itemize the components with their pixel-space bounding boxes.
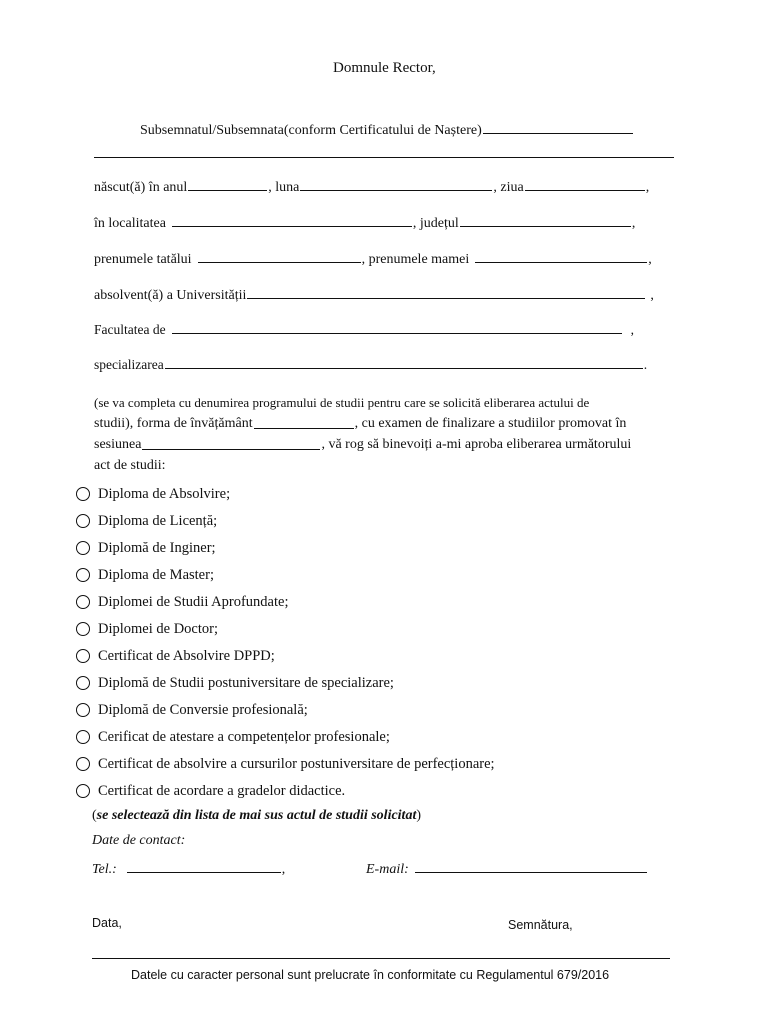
option-item[interactable] [76,538,216,558]
radio-circle-icon[interactable] [76,784,90,798]
option-item[interactable] [76,484,230,504]
comma: , [650,288,654,303]
option-item[interactable] [76,511,217,531]
paragraph-text: , vă rog să binevoiți a-mi aproba eliberarea următorului [321,437,632,452]
footer-divider [92,958,670,959]
university-label: absolvent(ă) a Universității [94,288,247,303]
county-label: , județul [412,216,459,231]
mother-name-label: , prenumele mamei [361,252,470,267]
mother-name-input[interactable] [475,261,647,263]
birth-year-input[interactable] [188,189,267,191]
subsemnatul-label: Subsemnatul/Subsemnata(conform Certificatului de Naștere) [140,123,482,138]
option-label: Certificat de acordare a gradelor didactice. [98,782,346,799]
radio-circle-icon[interactable] [76,730,90,744]
radio-circle-icon[interactable] [76,487,90,501]
radio-circle-icon[interactable] [76,703,90,717]
radio-circle-icon[interactable] [76,757,90,771]
specialization-label: specializarea [94,357,164,372]
comma: , [630,322,634,337]
university-row [94,288,654,304]
comma: , [645,180,650,195]
county-input[interactable] [460,225,631,227]
note-paren: ) [416,808,422,823]
radio-circle-icon[interactable] [76,622,90,636]
father-name-input[interactable] [198,261,361,263]
gdpr-notice: Datele cu caracter personal sunt prelucrate în conformitate cu Regulamentul 679/2016 [131,968,610,982]
signature-label: Semnătura, [508,918,573,932]
paragraph-line: act de studii: [94,458,166,473]
study-form-input[interactable] [254,427,354,429]
option-item[interactable] [76,727,390,747]
option-item[interactable] [76,781,345,801]
paragraph-line [94,434,680,455]
parents-row [94,252,652,268]
radio-circle-icon[interactable] [76,676,90,690]
specialization-row [94,357,647,373]
option-item[interactable] [76,565,214,585]
paragraph-text: , cu examen de finalizare a studiilor promovat în [354,416,627,431]
faculty-label: Facultatea de [94,322,166,337]
birth-row [94,180,649,196]
paragraph-line: (se va completa cu denumirea programului de studii pentru care se solicită eliberarea actului de [94,395,590,410]
option-label: Certificat de Absolvire DPPD; [98,647,275,664]
option-label: Diplomei de Doctor; [98,620,219,637]
paragraph-line [94,413,680,434]
note-text: se selectează din lista de mai sus actul de studii solicitat [96,808,417,823]
birth-day-input[interactable] [525,189,645,191]
radio-circle-icon[interactable] [76,568,90,582]
radio-circle-icon[interactable] [76,514,90,528]
note-paren: ( [92,808,97,823]
subsemnatul-continuation-line[interactable] [94,157,674,158]
university-input[interactable] [247,297,645,299]
birth-month-label: , luna [268,180,300,195]
option-item[interactable] [76,673,394,693]
locality-row [94,216,635,232]
option-item[interactable] [76,646,275,666]
comma: , [648,252,652,267]
radio-circle-icon[interactable] [76,649,90,663]
option-label: Diploma de Master; [98,566,214,583]
faculty-row [94,322,634,338]
father-name-label: prenumele tatălui [94,252,192,267]
phone-label: Tel.: [92,862,117,877]
comma: , [631,216,636,231]
phone-input[interactable] [127,871,281,873]
locality-label: în localitatea [94,216,166,231]
option-label: Cerificat de atestare a competențelor profesionale; [98,728,390,745]
birth-month-input[interactable] [300,189,492,191]
birth-year-label: născut(ă) în anul [94,180,188,195]
contact-heading: Date de contact: [92,833,186,848]
option-label: Diplomei de Studii Aprofundate; [98,593,289,610]
radio-circle-icon[interactable] [76,541,90,555]
locality-input[interactable] [172,225,412,227]
email-row [366,862,648,878]
option-item[interactable] [76,754,495,774]
option-item[interactable] [76,700,308,720]
specialization-input[interactable] [165,367,643,369]
option-item[interactable] [76,619,218,639]
subsemnatul-row [140,123,634,139]
session-input[interactable] [142,448,320,450]
option-item[interactable] [76,592,289,612]
faculty-input[interactable] [172,332,622,334]
birth-day-label: , ziua [493,180,524,195]
comma: , [281,862,286,877]
option-label: Diplomă de Conversie profesională; [98,701,308,718]
selection-note [92,808,421,824]
option-label: Diplomă de Studii postuniversitare de specializare; [98,674,394,691]
option-label: Certificat de absolvire a cursurilor postuniversitare de perfecționare; [98,755,495,772]
request-paragraph [94,392,680,476]
session-label: sesiunea [94,437,142,452]
email-label: E-mail: [366,862,409,877]
page-title: Domnule Rector, [333,60,436,76]
date-label: Data, [92,916,122,930]
option-label: Diploma de Absolvire; [98,485,231,502]
option-label: Diplomă de Inginer; [98,539,216,556]
study-form-label: studii), forma de învățământ [94,416,253,431]
dot: . [643,357,648,372]
phone-row [92,862,285,878]
subsemnatul-input[interactable] [483,132,633,134]
email-input[interactable] [415,871,647,873]
option-label: Diploma de Licență; [98,512,218,529]
radio-circle-icon[interactable] [76,595,90,609]
